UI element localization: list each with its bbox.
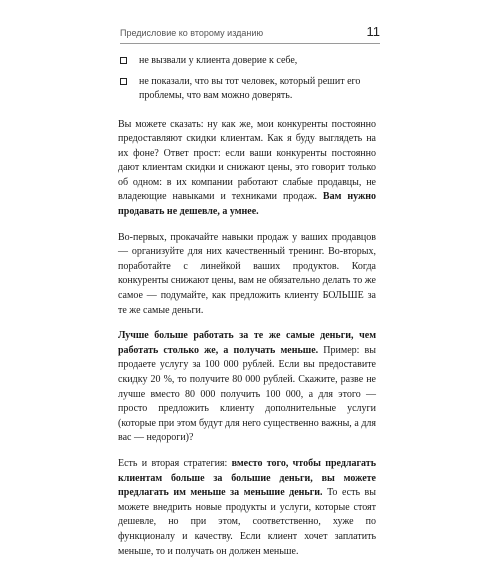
- paragraph: [118, 118, 376, 220]
- bold-text: Вам нужно продавать не дешевле, а умнее.: [118, 191, 377, 218]
- text-segment: Пример: вы продаете услугу за 100 000 рублей. Если вы предоставите скидку 20 %, то получите 80 000 рублей. Скажите, разве не лучше вместо 80 000 получить 100 000, а для этого — просто предложить клиенту дополнительные услуги (которые при этом будут для него существенно важны, а для вас — недороги)?: [118, 344, 376, 444]
- page-number: 11: [366, 24, 380, 39]
- list-item: [118, 75, 376, 104]
- list-item: [118, 54, 376, 69]
- text-segment: То есть вы можете внедрить новые продукты и услуги, которые стоят дешевле, но при этом, соответственно, хуже по функционалу и качеству. Если клиент хочет заплатить меньше, то и получать он должен меньше.: [118, 487, 376, 557]
- paragraph: [118, 457, 376, 559]
- running-head: Предисловие ко второму изданию: [120, 28, 264, 38]
- list-item-text: не показали, что вы тот человек, который решит его проблемы, что вам можно доверять.: [139, 75, 361, 101]
- paragraphs: [118, 118, 376, 560]
- text-segment: Вы можете сказать: ну как же, мои конкуренты постоянно предоставляют скидки клиентам. Как я буду выглядеть на их фоне? Ответ прост: если ваши конкуренты постоянно дают клиентам скидки и снижают цены, это говорит только об одном: в их компании работают слабые продавцы, не владеющие навыками и техниками продаж.: [118, 118, 376, 203]
- bold-text: Лучше больше работать за те же самые деньги, чем работать столько же, а получать меньше.: [118, 330, 376, 356]
- list-item-text: не вызвали у клиента доверие к себе,: [139, 55, 298, 66]
- paragraph: [118, 329, 376, 446]
- checkbox-bullet-icon: [120, 78, 127, 85]
- text-segment: Есть и вторая стратегия:: [118, 457, 232, 469]
- checkbox-bullet-icon: [120, 57, 127, 64]
- bullet-list: [118, 54, 376, 104]
- paragraph: [118, 231, 376, 319]
- bold-text: вместо того, чтобы предлагать клиентам больше за большие деньги, вы можете предлагать им меньше за меньшие деньги.: [118, 457, 376, 499]
- page-header: [120, 24, 380, 44]
- text-segment: Во-первых, прокачайте навыки продаж у ваших продавцов — организуйте для них качественный тренинг. Во-вторых, поработайте с линейкой ваших продуктов. Когда конкуренты снижают цены, вам не обязательно делать то же самое — подумайте, как предложить клиенту БОЛЬШЕ за те же самые деньги.: [118, 231, 376, 316]
- page-body: [118, 54, 376, 570]
